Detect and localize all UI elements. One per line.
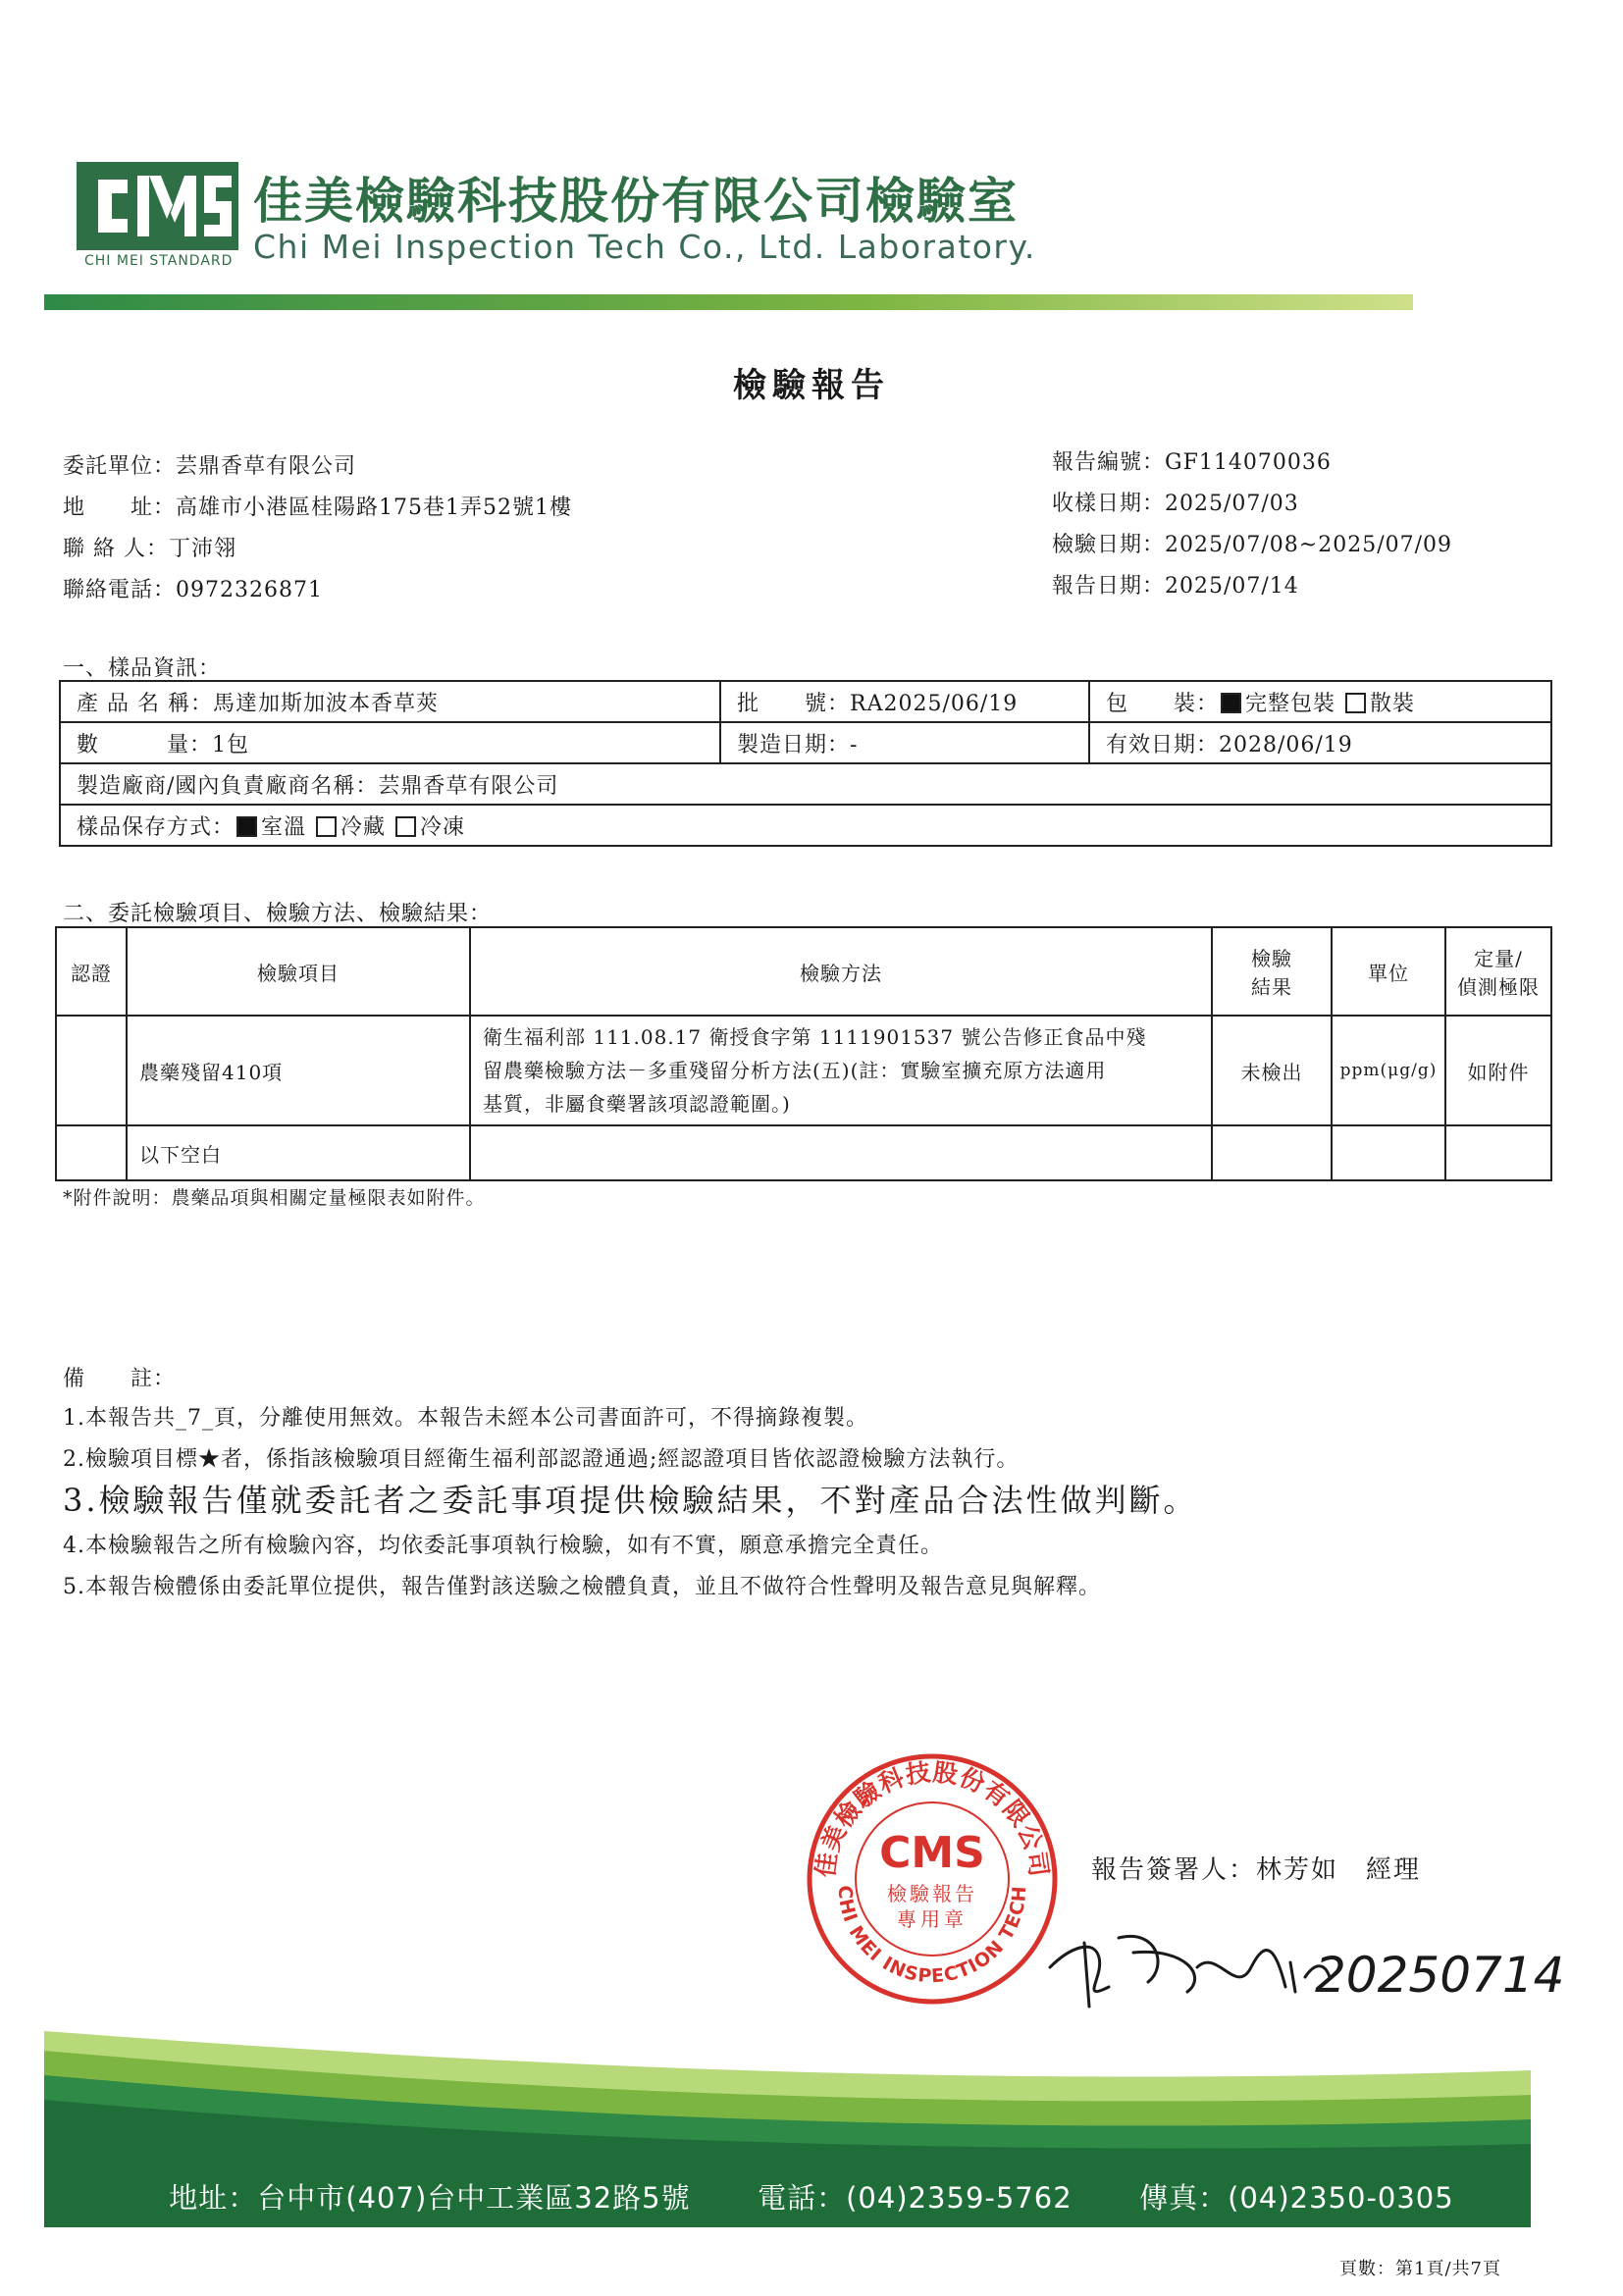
row1-limit: 如附件 bbox=[1445, 1016, 1551, 1125]
row2-limit bbox=[1445, 1125, 1551, 1180]
checkbox-refrigerated bbox=[316, 816, 337, 837]
stamp-ring-top: 佳美檢驗科技股份有限公司 bbox=[811, 1757, 1054, 1880]
row1-result: 未檢出 bbox=[1212, 1016, 1332, 1125]
page-number: 頁數：第1頁/共7頁 bbox=[1339, 2259, 1501, 2279]
results-table bbox=[55, 926, 1552, 1181]
attachment-note: *附件說明：農藥品項與相關定量極限表如附件。 bbox=[63, 1187, 486, 1209]
row2-result bbox=[1212, 1125, 1332, 1180]
company-name-zh: 佳美檢驗科技股份有限公司檢驗室 bbox=[253, 173, 1019, 230]
header-result-line2: 結果 bbox=[1251, 975, 1292, 999]
company-name-en: Chi Mei Inspection Tech Co., Ltd. Laboratory. bbox=[253, 228, 1036, 266]
report-title: 檢驗報告 bbox=[733, 366, 890, 405]
remark-2: 2.檢驗項目標★者，係指該檢驗項目經衛生福利部認證通過;經認證項目皆依認證檢驗方法執行。 bbox=[63, 1447, 1020, 1472]
row2-unit bbox=[1332, 1125, 1445, 1180]
remarks-title: 備 註： bbox=[63, 1367, 177, 1391]
row1-unit: ppm(μg/g) bbox=[1332, 1016, 1445, 1125]
storage-method bbox=[60, 805, 1551, 846]
expiry-date: 有效日期：2028/06/19 bbox=[1089, 722, 1551, 763]
manufacturer: 製造廠商/國內負責廠商名稱：芸鼎香草有限公司 bbox=[60, 763, 1551, 805]
header-result bbox=[1212, 927, 1332, 1016]
packaging-complete-label: 完整包裝 bbox=[1245, 691, 1336, 716]
batch-number: 批 號：RA2025/06/19 bbox=[720, 681, 1089, 722]
storage-room-label: 室溫 bbox=[261, 814, 307, 840]
row2-item: 以下空白 bbox=[127, 1125, 470, 1180]
received-date: 收樣日期：2025/07/03 bbox=[1052, 492, 1299, 516]
table-row bbox=[56, 1125, 1551, 1180]
row2-cert bbox=[56, 1125, 127, 1180]
client-address: 地 址：高雄市小港區桂陽路175巷1弄52號1樓 bbox=[63, 496, 572, 520]
header-limit-line2: 偵測極限 bbox=[1457, 975, 1540, 999]
checkbox-frozen bbox=[395, 816, 416, 837]
footer-address: 地址：台中市(407)台中工業區32路5號 bbox=[169, 2181, 691, 2215]
report-number: 報告編號：GF114070036 bbox=[1052, 450, 1332, 475]
signer-name: 報告簽署人：林芳如 經理 bbox=[1091, 1855, 1422, 1885]
report-date: 報告日期：2025/07/14 bbox=[1052, 574, 1299, 599]
row1-method-line1: 衛生福利部 111.08.17 衛授食字第 1111901537 號公告修正食品中殘 bbox=[483, 1025, 1147, 1049]
header-cert: 認證 bbox=[56, 927, 127, 1016]
storage-label: 樣品保存方式： bbox=[77, 814, 236, 840]
row1-method-line2: 留農藥檢驗方法－多重殘留分析方法(五)(註：實驗室擴充原方法適用 bbox=[483, 1059, 1107, 1082]
checkbox-room-temp-checked bbox=[236, 816, 257, 837]
company-seal-stamp bbox=[805, 1751, 1060, 2007]
row1-item: 農藥殘留410項 bbox=[127, 1016, 470, 1125]
footer-contact bbox=[0, 2176, 1623, 2217]
product-name: 產 品 名 稱：馬達加斯加波本香草莢 bbox=[60, 681, 720, 722]
packaging-bulk-label: 散裝 bbox=[1370, 691, 1416, 716]
header-result-line1: 檢驗 bbox=[1251, 947, 1292, 970]
quantity: 數 量：1包 bbox=[60, 722, 720, 763]
signature-date: 20250714 bbox=[1315, 1947, 1565, 2004]
packaging-label: 包 裝： bbox=[1106, 691, 1220, 716]
checkbox-bulk bbox=[1345, 693, 1366, 713]
row1-cert bbox=[56, 1016, 127, 1125]
stamp-logo: CMS bbox=[879, 1828, 985, 1878]
row2-method bbox=[470, 1125, 1212, 1180]
checkbox-complete-checked bbox=[1221, 693, 1241, 713]
header-unit: 單位 bbox=[1332, 927, 1445, 1016]
stamp-ring-bottom: CHI MEI INSPECTION TECH bbox=[833, 1884, 1031, 1988]
stamp-center-line2: 專用章 bbox=[897, 1907, 968, 1931]
row1-method bbox=[470, 1016, 1212, 1125]
remark-1: 1.本報告共_7_頁，分離使用無效。本報告未經本公司書面許可，不得摘錄複製。 bbox=[63, 1406, 868, 1431]
manufacture-date: 製造日期：- bbox=[720, 722, 1089, 763]
remark-5: 5.本報告檢體係由委託單位提供，報告僅對該送驗之檢體負責，並且不做符合性聲明及報告意見與解釋。 bbox=[63, 1575, 1101, 1599]
section-test-title: 二、委託檢驗項目、檢驗方法、檢驗結果： bbox=[63, 902, 493, 926]
header-method: 檢驗方法 bbox=[470, 927, 1212, 1016]
logo-caption: CHI MEI STANDARD bbox=[84, 253, 234, 269]
client-unit: 委託單位：芸鼎香草有限公司 bbox=[63, 454, 357, 479]
header-limit bbox=[1445, 927, 1551, 1016]
header-item: 檢驗項目 bbox=[127, 927, 470, 1016]
table-row bbox=[56, 1016, 1551, 1125]
header-limit-line1: 定量/ bbox=[1474, 947, 1523, 970]
client-phone: 聯絡電話：0972326871 bbox=[63, 578, 323, 602]
sample-info-table bbox=[59, 680, 1552, 847]
header-green-bar bbox=[44, 294, 1413, 310]
stamp-center-line1: 檢驗報告 bbox=[887, 1882, 977, 1905]
storage-frozen-label: 冷凍 bbox=[420, 814, 466, 840]
client-contact: 聯 絡 人：丁沛翎 bbox=[63, 537, 236, 561]
section-sample-info-title: 一、樣品資訊： bbox=[63, 656, 222, 681]
remark-3: 3.檢驗報告僅就委託者之委託事項提供檢驗結果，不對產品合法性做判斷。 bbox=[63, 1482, 1198, 1519]
footer-fax: 傳真：(04)2350-0305 bbox=[1139, 2181, 1454, 2215]
packaging bbox=[1089, 681, 1551, 722]
row1-method-line3: 基質，非屬食藥署該項認證範圍。) bbox=[483, 1092, 791, 1116]
footer-tel: 電話：(04)2359-5762 bbox=[758, 2181, 1073, 2215]
test-date: 檢驗日期：2025/07/08~2025/07/09 bbox=[1052, 533, 1453, 557]
handwritten-signature bbox=[1040, 1908, 1570, 2026]
remark-4: 4.本檢驗報告之所有檢驗內容，均依委託事項執行檢驗，如有不實，願意承擔完全責任。 bbox=[63, 1534, 943, 1558]
storage-fridge-label: 冷藏 bbox=[340, 814, 387, 840]
